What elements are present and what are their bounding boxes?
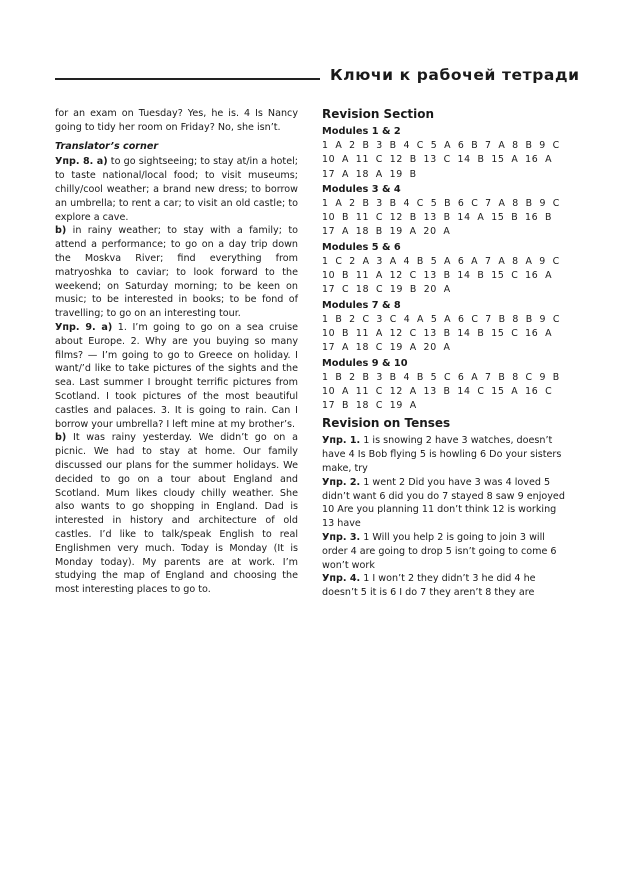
header-rule [55,78,320,80]
exercise-text: 1 I won’t 2 they didn’t 3 he did 4 he doesn’t 5 it is 6 I do 7 they aren’t 8 they are [322,573,536,599]
exercise-paragraph [322,434,569,475]
exercise-text: 1. I’m going to go on a sea cruise about Europe. 2. Why are you buying so many films? — I’m going to go to Greece on holiday. I want/’d like to take pictures of the sights and the sea. Last summer I brought terrific pictures from Scotland. I took pictures of the most beautiful castles and palaces. 3. It is going to rain. Can I borrow your umbrella? I left mine at my brother’s. [55,321,298,430]
page-header-title: Ключи к рабочей тетради [330,66,580,84]
section-heading: Translator’s corner [55,140,159,152]
right-column [322,107,569,600]
exercise-paragraph [55,321,298,431]
module-heading: Modules 5 & 6 [322,241,401,253]
exercise-text: 1 is snowing 2 have 3 watches, doesn’t have 4 Is Bob flying 5 is howling 6 Do your sisters make, try [322,435,562,475]
answer-line: 17 B 18 C 19 A [322,400,417,412]
exercise-paragraph [55,155,298,224]
exercise-label: b) [55,432,67,444]
answer-line: 17 C 18 C 19 B 20 A [322,284,451,296]
exercise-paragraph [322,572,569,600]
module-heading: Modules 7 & 8 [322,299,401,311]
answer-line: 10 B 11 C 12 B 13 B 14 A 15 B 16 B [322,212,553,224]
section-heading: Revision on Tenses [322,416,451,431]
answer-line: 10 A 11 C 12 B 13 C 14 B 15 A 16 A [322,154,553,166]
left-column [55,107,298,597]
answer-line: 10 B 11 A 12 C 13 B 14 B 15 C 16 A [322,327,553,339]
exercise-text: It was rainy yesterday. We didn’t go on a picnic. We had to stay at home. Our family discussed our plans for the summer holidays. We decided to go on a tour about England and Scotland. Mum likes cloudy chilly weather. She also wants to go shopping in England. Dad is interested in history and architecture of old castles. I’d like to talk/speak English to real Englishmen very much. Today is Monday (It is Monday today). My parents are at work. I’m studying the map of England and choosing the most interesting places to go to. [55,432,298,596]
exercise-label: Упр. 4. [322,573,361,585]
module-heading: Modules 3 & 4 [322,183,401,195]
exercise-paragraph [55,224,298,321]
exercise-label: Упр. 9. a) [55,321,113,333]
exercise-paragraph [55,431,298,597]
exercise-label: Упр. 1. [322,435,361,447]
exercise-label: b) [55,225,67,237]
exercise-paragraph [322,531,569,572]
answer-line: 10 B 11 A 12 C 13 B 14 B 15 C 16 A [322,270,553,282]
exercise-text: in rainy weather; to stay with a family; to attend a performance; to go on a day trip down the Moskva River; find everything from matryoshka to caviar; to look forward to the weekend; on Saturday morning; to be keen on music; to be interested in books; to be fond of travelling; to go on an interesting tour. [55,225,298,320]
continuation-paragraph: for an exam on Tuesday? Yes, he is. 4 Is Nancy going to tidy her room on Friday? No, she isn’t. [55,108,298,133]
exercise-paragraph [322,476,569,531]
answer-line: 17 A 18 A 19 B [322,168,417,180]
exercise-text: 1 went 2 Did you have 3 was 4 loved 5 didn’t want 6 did you do 7 stayed 8 saw 9 enjoyed 10 Are you planning 11 don’t think 12 is working 13 have [322,476,565,530]
module-heading: Modules 1 & 2 [322,126,401,137]
answer-line: 1 B 2 B 3 B 4 B 5 C 6 A 7 B 8 C 9 B [322,371,560,383]
answer-line: 17 A 18 C 19 A 20 A [322,342,451,354]
exercise-label: Упр. 8. a) [55,156,108,168]
section-heading: Revision Section [322,107,435,121]
exercise-text: to go sightseeing; to stay at/in a hotel; to taste national/local food; to visit museums; chilly/cool weather; a brand new dress; to borrow an umbrella; to rent a car; to visit an old castle; to explore a cave. [55,156,298,223]
exercise-label: Упр. 2. [322,476,361,488]
exercise-label: Упр. 3. [322,532,361,544]
answer-line: 1 C 2 A 3 A 4 B 5 A 6 A 7 A 8 A 9 C [322,255,560,267]
answer-line: 1 A 2 B 3 B 4 C 5 A 6 B 7 A 8 B 9 C [322,140,560,151]
answer-line: 17 A 18 B 19 A 20 A [322,226,451,238]
answer-line: 1 A 2 B 3 B 4 C 5 B 6 C 7 A 8 B 9 C [322,197,561,209]
answer-line: 10 A 11 C 12 A 13 B 14 C 15 A 16 C [322,385,553,397]
answer-line: 1 B 2 C 3 C 4 A 5 A 6 C 7 B 8 B 9 C [322,313,561,325]
exercise-text: 1 Will you help 2 is going to join 3 will order 4 are going to drop 5 isn’t going to come 6 won’t work [322,532,557,571]
module-heading: Modules 9 & 10 [322,357,408,369]
